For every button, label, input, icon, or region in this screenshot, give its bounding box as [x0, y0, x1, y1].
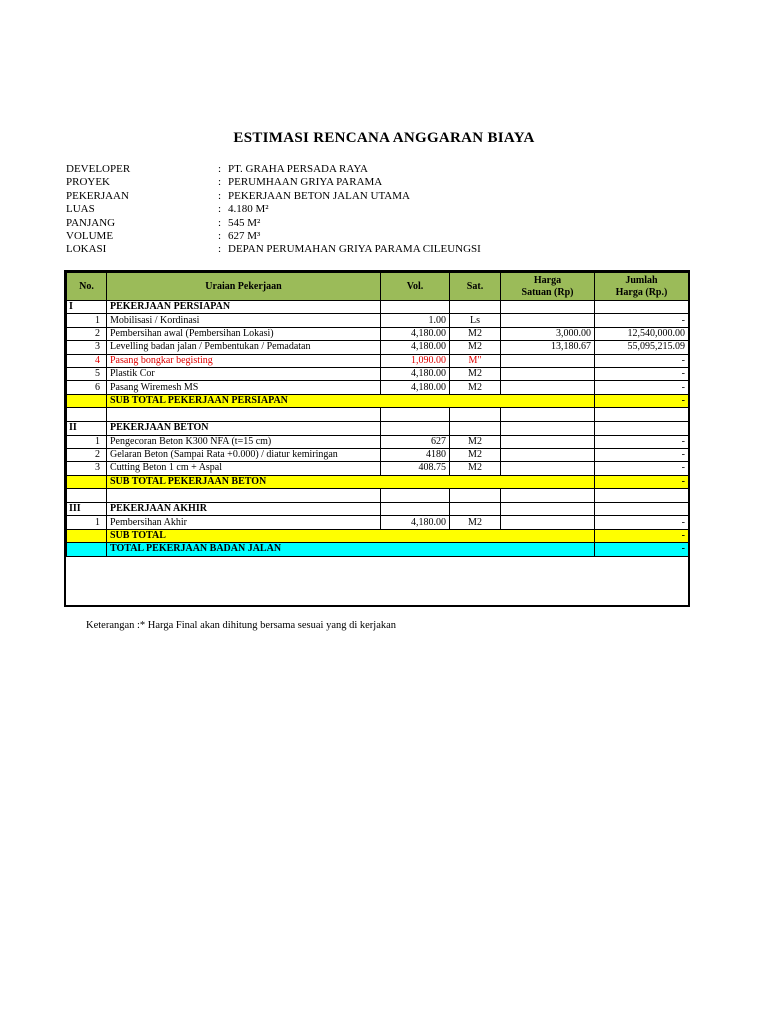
info-separator: :: [218, 243, 222, 256]
empty-cell: [450, 408, 501, 422]
subtotal-value: -: [595, 475, 689, 488]
row-volume: 1,090.00: [381, 354, 450, 367]
row-volume: 4,180.00: [381, 381, 450, 394]
empty-cell: [501, 503, 595, 516]
row-unit: M": [450, 354, 501, 367]
info-row-lokasi: [66, 243, 481, 256]
info-row-developer: [66, 163, 481, 176]
row-description: Plastik Cor: [107, 367, 381, 380]
grand-total-label: TOTAL PEKERJAAN BADAN JALAN: [107, 543, 595, 556]
row-description: Mobilisasi / Kordinasi: [107, 314, 381, 327]
subtotal-label: SUB TOTAL: [107, 529, 595, 542]
empty-cell: [501, 422, 595, 435]
row-volume: 4,180.00: [381, 327, 450, 340]
table-row: [67, 341, 689, 354]
empty-cell: [381, 422, 450, 435]
empty-cell: [595, 489, 689, 503]
row-unit-price: 3,000.00: [501, 327, 595, 340]
table-row-highlighted: [67, 354, 689, 367]
empty-cell: [67, 489, 107, 503]
footnote: Keterangan :* Harga Final akan dihitung bersama sesuai yang di kerjakan: [86, 620, 397, 631]
section-row: [67, 301, 689, 314]
empty-cell: [595, 422, 689, 435]
table-row: [67, 516, 689, 529]
info-separator: :: [218, 203, 222, 216]
empty-cell: [107, 489, 381, 503]
row-total: -: [595, 448, 689, 461]
row-number: 1: [67, 314, 107, 327]
empty-cell: [67, 408, 107, 422]
table-row: [67, 435, 689, 448]
header-line: Jumlah: [625, 274, 658, 286]
row-unit-price: [501, 381, 595, 394]
table-row: [67, 314, 689, 327]
col-header-jumlah: [595, 273, 689, 301]
row-unit-price: 13,180.67: [501, 341, 595, 354]
row-description: Pasang bongkar begisting: [107, 354, 381, 367]
table-row: [67, 367, 689, 380]
row-total: -: [595, 381, 689, 394]
col-header-vol: Vol.: [381, 273, 450, 301]
empty-cell: [67, 394, 107, 407]
section-row: [67, 503, 689, 516]
row-unit-price: [501, 314, 595, 327]
row-unit-price: [501, 354, 595, 367]
row-unit: M2: [450, 435, 501, 448]
row-total: 55,095,215.09: [595, 341, 689, 354]
info-value: 4.180 M²: [228, 203, 269, 216]
empty-cell: [381, 301, 450, 314]
row-number: 1: [67, 435, 107, 448]
section-title: PEKERJAAN PERSIAPAN: [107, 301, 381, 314]
info-key: LUAS: [66, 203, 95, 216]
empty-cell: [501, 489, 595, 503]
col-header-sat: Sat.: [450, 273, 501, 301]
row-total: -: [595, 314, 689, 327]
row-number: 2: [67, 327, 107, 340]
row-total: -: [595, 367, 689, 380]
row-number: 3: [67, 462, 107, 475]
row-unit-price: [501, 462, 595, 475]
row-number: 6: [67, 381, 107, 394]
empty-cell: [501, 408, 595, 422]
row-number: 3: [67, 341, 107, 354]
row-unit: M2: [450, 367, 501, 380]
info-row-proyek: [66, 176, 481, 189]
empty-cell: [595, 408, 689, 422]
info-key: PEKERJAAN: [66, 189, 129, 202]
header-line: Harga (Rp.): [615, 286, 668, 298]
row-description: Pengecoran Beton K300 NFA (t=15 cm): [107, 435, 381, 448]
info-value: PEKERJAAN BETON JALAN UTAMA: [228, 189, 410, 202]
row-unit-price: [501, 435, 595, 448]
info-key: LOKASI: [66, 243, 107, 256]
info-row-volume: [66, 230, 481, 243]
table-header-row: [67, 273, 689, 301]
row-volume: 1.00: [381, 314, 450, 327]
empty-cell: [595, 503, 689, 516]
info-separator: :: [218, 176, 222, 189]
row-unit: M2: [450, 516, 501, 529]
empty-cell: [67, 543, 107, 556]
info-separator: :: [218, 163, 222, 175]
row-number: 5: [67, 367, 107, 380]
row-unit: M2: [450, 327, 501, 340]
section-title: PEKERJAAN BETON: [107, 422, 381, 435]
subtotal-row: [67, 394, 689, 407]
col-header-no: No.: [67, 273, 107, 301]
row-description: Pembersihan Akhir: [107, 516, 381, 529]
spacer-row: [67, 408, 689, 422]
col-header-harga: [501, 273, 595, 301]
spacer-row: [67, 489, 689, 503]
section-number: I: [67, 301, 107, 314]
row-number: 2: [67, 448, 107, 461]
row-total: -: [595, 354, 689, 367]
row-volume: 408.75: [381, 462, 450, 475]
section-row: [67, 422, 689, 435]
header-line: Satuan (Rp): [521, 286, 574, 298]
row-unit-price: [501, 367, 595, 380]
info-row-pekerjaan: [66, 190, 481, 203]
row-unit-price: [501, 448, 595, 461]
empty-cell: [450, 503, 501, 516]
info-separator: :: [218, 216, 222, 229]
row-description: Pasang Wiremesh MS: [107, 381, 381, 394]
row-volume: 4,180.00: [381, 516, 450, 529]
table-row: [67, 462, 689, 475]
info-key: PROYEK: [66, 176, 111, 189]
empty-cell: [381, 408, 450, 422]
row-total: -: [595, 435, 689, 448]
row-unit: M2: [450, 341, 501, 354]
empty-cell: [107, 408, 381, 422]
row-volume: 627: [381, 435, 450, 448]
row-volume: 4,180.00: [381, 341, 450, 354]
row-description: Gelaran Beton (Sampai Rata +0.000) / diatur kemiringan: [107, 448, 381, 461]
table-row: [67, 327, 689, 340]
empty-cell: [450, 489, 501, 503]
header-line: Harga: [533, 274, 562, 286]
info-key: VOLUME: [66, 229, 114, 242]
row-total: -: [595, 516, 689, 529]
section-number: II: [67, 422, 107, 435]
subtotal-row: [67, 529, 689, 542]
subtotal-row: [67, 475, 689, 488]
row-unit: M2: [450, 462, 501, 475]
info-separator: :: [218, 229, 222, 242]
col-header-uraian: Uraian Pekerjaan: [107, 273, 381, 301]
empty-cell: [450, 422, 501, 435]
section-title: PEKERJAAN AKHIR: [107, 503, 381, 516]
row-volume: 4180: [381, 448, 450, 461]
info-key: PANJANG: [66, 216, 116, 229]
grand-total-value: -: [595, 543, 689, 556]
row-unit-price: [501, 516, 595, 529]
empty-cell: [450, 301, 501, 314]
budget-table: [64, 270, 690, 607]
subtotal-label: SUB TOTAL PEKERJAAN PERSIAPAN: [107, 394, 595, 407]
empty-cell: [595, 301, 689, 314]
empty-cell: [381, 489, 450, 503]
row-description: Pembersihan awal (Pembersihan Lokasi): [107, 327, 381, 340]
info-row-panjang: [66, 217, 481, 230]
row-volume: 4,180.00: [381, 367, 450, 380]
empty-cell: [501, 301, 595, 314]
project-info: [66, 163, 481, 257]
info-value: 627 M³: [228, 229, 261, 242]
empty-cell: [381, 503, 450, 516]
row-description: Levelling badan jalan / Pembentukan / Pemadatan: [107, 341, 381, 354]
row-description: Cutting Beton 1 cm + Aspal: [107, 462, 381, 475]
info-separator: :: [218, 189, 222, 202]
row-unit: Ls: [450, 314, 501, 327]
row-unit: M2: [450, 381, 501, 394]
table-row: [67, 448, 689, 461]
empty-cell: [67, 475, 107, 488]
document-title: ESTIMASI RENCANA ANGGARAN BIAYA: [233, 130, 535, 146]
info-value: DEPAN PERUMAHAN GRIYA PARAMA CILEUNGSI: [228, 243, 481, 256]
row-total: 12,540,000.00: [595, 327, 689, 340]
info-value: PT. GRAHA PERSADA RAYA: [228, 163, 368, 175]
table-row: [67, 381, 689, 394]
empty-cell: [67, 529, 107, 542]
info-value: 545 M²: [228, 216, 261, 229]
row-total: -: [595, 462, 689, 475]
info-row-luas: [66, 203, 481, 216]
subtotal-value: -: [595, 529, 689, 542]
subtotal-value: -: [595, 394, 689, 407]
grand-total-row: [67, 543, 689, 556]
row-unit: M2: [450, 448, 501, 461]
info-value: PERUMHAAN GRIYA PARAMA: [228, 176, 383, 189]
section-number: III: [67, 503, 107, 516]
subtotal-label: SUB TOTAL PEKERJAAN BETON: [107, 475, 595, 488]
row-number: 4: [67, 354, 107, 367]
row-number: 1: [67, 516, 107, 529]
info-key: DEVELOPER: [66, 163, 131, 175]
